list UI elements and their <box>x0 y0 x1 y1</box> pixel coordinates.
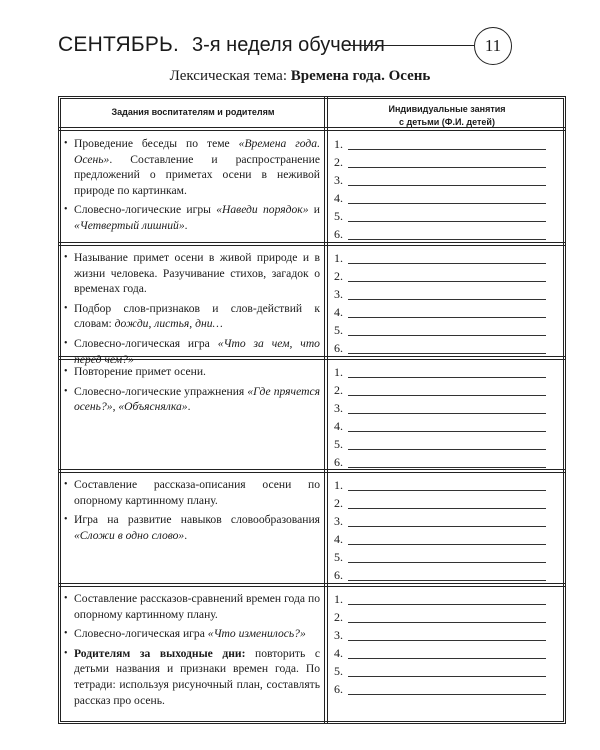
task-item <box>64 250 320 297</box>
month-title: СЕНТЯБРЬ. <box>58 33 180 56</box>
task-cell <box>64 136 320 238</box>
bullet-icon: • <box>64 385 68 397</box>
task-item <box>64 136 320 198</box>
line-number: 3. <box>334 628 343 642</box>
child-name-line[interactable] <box>334 400 558 418</box>
bullet-icon: • <box>64 628 68 640</box>
task-text <box>74 136 320 198</box>
blank-line[interactable] <box>348 622 546 623</box>
line-number: 6. <box>334 455 343 469</box>
blank-line[interactable] <box>348 676 546 677</box>
blank-line[interactable] <box>348 490 546 491</box>
task-text-bold: Родителям за выходные дни: <box>74 646 246 660</box>
blank-line[interactable] <box>348 413 546 414</box>
child-name-line[interactable] <box>334 172 558 190</box>
child-name-line[interactable] <box>334 549 558 567</box>
task-text-italic: «Что изменилось?» <box>207 627 306 641</box>
blank-line[interactable] <box>348 149 546 150</box>
child-name-line[interactable] <box>334 208 558 226</box>
line-number: 4. <box>334 419 343 433</box>
bullet-icon: • <box>64 514 68 526</box>
individual-cell <box>334 136 558 246</box>
task-text <box>74 336 320 367</box>
blank-line[interactable] <box>348 508 546 509</box>
line-number: 3. <box>334 401 343 415</box>
line-number: 4. <box>334 532 343 546</box>
blank-line[interactable] <box>348 580 546 581</box>
line-number: 3. <box>334 514 343 528</box>
line-number: 2. <box>334 269 343 283</box>
blank-line[interactable] <box>348 544 546 545</box>
child-name-line[interactable] <box>334 531 558 549</box>
individual-cell <box>334 477 558 587</box>
task-text-segment: Словесно-логическая игра <box>74 627 208 641</box>
task-text-segment: повторить с детьми названия и признаки времен года. По тетради: используя рисуночный план, составлять рассказ про осень. <box>74 646 320 707</box>
blank-line[interactable] <box>348 526 546 527</box>
task-text-segment: , <box>112 400 119 414</box>
task-item <box>64 626 320 642</box>
bullet-icon: • <box>64 647 68 659</box>
blank-line[interactable] <box>348 185 546 186</box>
bullet-icon: • <box>64 337 68 349</box>
blank-line[interactable] <box>348 317 546 318</box>
header-individual-line1: Индивидуальные занятия <box>388 104 506 114</box>
task-item <box>64 301 320 332</box>
task-text-italic: «Где прячется осень?» <box>74 384 320 414</box>
child-name-line[interactable] <box>334 226 558 244</box>
task-text-segment: Словесно-логические упражнения <box>74 384 248 398</box>
task-item <box>64 591 320 622</box>
child-name-line[interactable] <box>334 268 558 286</box>
bullet-icon: • <box>64 138 68 149</box>
line-number: 5. <box>334 664 343 678</box>
task-text-segment: . <box>184 218 188 232</box>
task-text-segment: Словесно-логическая игра <box>74 336 218 350</box>
task-text-segment: . Составление и распространение предложений о приметах осени в неживой природе по картинкам. <box>74 152 320 197</box>
bullet-icon: • <box>64 204 68 216</box>
child-name-line[interactable] <box>334 304 558 322</box>
individual-cell <box>334 364 558 473</box>
line-number: 1. <box>334 251 343 265</box>
blank-line[interactable] <box>348 395 546 396</box>
child-name-line[interactable] <box>334 645 558 663</box>
line-number: 4. <box>334 646 343 660</box>
task-text <box>74 626 306 642</box>
task-item <box>64 477 320 508</box>
child-name-line[interactable] <box>334 154 558 172</box>
task-cell <box>64 591 320 712</box>
task-text-italic: «Наведи порядок» <box>216 203 309 217</box>
header-tasks: Задания воспитателям и родителям <box>111 107 275 117</box>
child-name-line[interactable] <box>334 418 558 436</box>
page-number: 11 <box>474 27 512 65</box>
line-number: 6. <box>334 341 343 355</box>
child-name-line[interactable] <box>334 477 558 495</box>
blank-line[interactable] <box>348 221 546 222</box>
child-name-line[interactable] <box>334 136 558 154</box>
task-text <box>74 202 320 233</box>
line-number: 5. <box>334 323 343 337</box>
blank-line[interactable] <box>348 467 546 468</box>
task-item <box>64 646 320 708</box>
task-item <box>64 202 320 233</box>
line-number: 2. <box>334 610 343 624</box>
task-text <box>74 512 320 543</box>
blank-line[interactable] <box>348 299 546 300</box>
page-header <box>0 0 600 62</box>
line-number: 1. <box>334 478 343 492</box>
line-number: 6. <box>334 227 343 241</box>
task-text-segment: Подбор слов-признаков и слов-действий к словам: <box>74 301 320 331</box>
child-name-line[interactable] <box>334 513 558 531</box>
week-title: 3-я неделя обучения <box>192 34 385 56</box>
blank-line[interactable] <box>348 694 546 695</box>
blank-line[interactable] <box>348 562 546 563</box>
line-number: 3. <box>334 287 343 301</box>
task-text-segment: Составление рассказов-сравнений времен года по опорному картинному плану. <box>74 592 320 621</box>
task-text <box>74 477 320 508</box>
task-text-segment: Называние примет осени в живой природе и в жизни человека. Разучивание стихов, загадок о временах года. <box>74 251 320 296</box>
line-number: 2. <box>334 155 343 169</box>
task-text-italic: «Времена года. Осень» <box>74 137 320 166</box>
child-name-line[interactable] <box>334 681 558 699</box>
task-text-italic: «Сложи в одно слово» <box>74 528 185 542</box>
bullet-icon: • <box>64 302 68 314</box>
task-item <box>64 336 320 367</box>
task-text <box>74 364 206 380</box>
line-number: 5. <box>334 550 343 564</box>
task-text-segment: Игра на развитие навыков словообразования <box>74 513 320 527</box>
line-number: 1. <box>334 137 343 151</box>
line-number: 5. <box>334 437 343 451</box>
task-text-italic: дожди, листья, дни… <box>114 317 223 331</box>
blank-line[interactable] <box>348 640 546 641</box>
task-text-segment: Словесно-логические игры <box>74 203 217 217</box>
blank-line[interactable] <box>348 604 546 605</box>
task-text-italic: «Четвертый лишний» <box>74 218 185 232</box>
planning-table <box>58 96 566 724</box>
column-divider <box>324 96 328 724</box>
task-item <box>64 512 320 543</box>
bullet-icon: • <box>64 252 68 263</box>
header-individual <box>330 103 564 129</box>
blank-line[interactable] <box>348 167 546 168</box>
task-text-segment: Повторение примет осени. <box>74 365 206 378</box>
task-cell <box>64 477 320 547</box>
topic-label: Лексическая тема: <box>169 68 287 84</box>
topic-value: Времена года. Осень <box>290 68 431 84</box>
blank-line[interactable] <box>348 449 546 450</box>
line-number: 1. <box>334 592 343 606</box>
header-separator <box>58 127 566 131</box>
task-item <box>64 384 320 415</box>
task-text-segment: Проведение беседы по теме <box>74 137 239 150</box>
child-name-line[interactable] <box>334 250 558 268</box>
child-name-line[interactable] <box>334 454 558 472</box>
blank-line[interactable] <box>348 281 546 282</box>
line-number: 3. <box>334 173 343 187</box>
line-number: 2. <box>334 383 343 397</box>
task-text <box>74 384 320 415</box>
task-text <box>74 646 320 708</box>
line-number: 5. <box>334 209 343 223</box>
child-name-line[interactable] <box>334 591 558 609</box>
child-name-line[interactable] <box>334 340 558 358</box>
blank-line[interactable] <box>348 377 546 378</box>
child-name-line[interactable] <box>334 382 558 400</box>
line-number: 6. <box>334 682 343 696</box>
child-name-line[interactable] <box>334 495 558 513</box>
line-number: 4. <box>334 305 343 319</box>
task-text-segment: . <box>187 400 191 414</box>
individual-cell <box>334 250 558 360</box>
child-name-line[interactable] <box>334 436 558 454</box>
task-text-segment: . <box>184 528 188 542</box>
bullet-icon: • <box>64 479 68 490</box>
blank-line[interactable] <box>348 431 546 432</box>
child-name-line[interactable] <box>334 609 558 627</box>
lexical-topic <box>0 68 580 85</box>
blank-line[interactable] <box>348 263 546 264</box>
line-number: 1. <box>334 365 343 379</box>
child-name-line[interactable] <box>334 627 558 645</box>
task-text-italic: «Что за чем, что перед чем?» <box>74 336 320 366</box>
task-text-segment: Составление рассказа-описания осени по опорному картинному плану. <box>74 478 320 507</box>
task-text <box>74 301 320 332</box>
child-name-line[interactable] <box>334 286 558 304</box>
blank-line[interactable] <box>348 203 546 204</box>
task-text-italic: «Объяснялка» <box>118 400 188 414</box>
task-item <box>64 364 320 380</box>
line-number: 6. <box>334 568 343 582</box>
line-number: 4. <box>334 191 343 205</box>
child-name-line[interactable] <box>334 190 558 208</box>
child-name-line[interactable] <box>334 567 558 585</box>
blank-line[interactable] <box>348 658 546 659</box>
individual-cell <box>334 591 558 722</box>
task-cell <box>64 250 320 371</box>
blank-line[interactable] <box>348 335 546 336</box>
task-cell <box>64 364 320 419</box>
line-number: 2. <box>334 496 343 510</box>
task-text-segment: и <box>308 203 320 217</box>
bullet-icon: • <box>64 593 68 604</box>
child-name-line[interactable] <box>334 322 558 340</box>
header-rule <box>344 45 474 46</box>
blank-line[interactable] <box>348 239 546 240</box>
bullet-icon: • <box>64 366 68 377</box>
task-text <box>74 591 320 622</box>
blank-line[interactable] <box>348 353 546 354</box>
child-name-line[interactable] <box>334 364 558 382</box>
child-name-line[interactable] <box>334 663 558 681</box>
header-individual-line2: с детьми (Ф.И. детей) <box>399 117 495 127</box>
task-text <box>74 250 320 297</box>
